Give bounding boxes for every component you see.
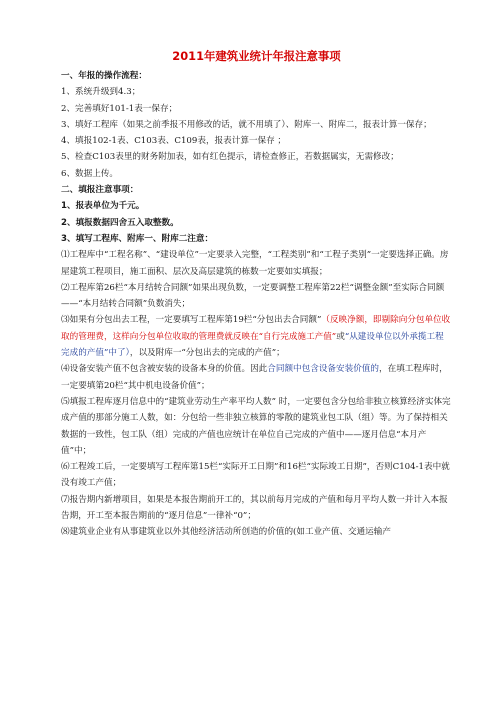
workflow-step-2: 2、完善填好101-1表一保存； — [61, 103, 178, 114]
workflow-step-5: 5、检查C103表里的财务附加表，如有红色提示，请检查修正，若数据属实，无需修改； — [61, 152, 399, 163]
workflow-step-6: 6、数据上传。 — [61, 168, 119, 179]
workflow-step-3: 3、填好工程库（如果之前季报不用修改的话，就不用填了）、附库一、附库二，报表计算一保存； — [61, 119, 432, 130]
page-title: 2011年建筑业统计年报注意事项 — [172, 49, 341, 63]
note-paragraph-5: ⑸填报工程库逐月信息中的“建筑业劳动生产率平均人数” 时，一定要包含分包给非独立核算经济实体完成产值的那部分施工人数，如：分包给一些非独立核算的零散的建筑业包工队（组）等。为了保持相关数据的一致性，包工队（组）完成的产值也应统计在单位自己完成的产值中——逐月信息“本月产值”中； — [61, 396, 451, 456]
note-unit: 1、报表单位为千元。 — [61, 201, 145, 212]
note-paragraph-3-text-c: ，以及附库一“分包出去的完成的产值”； — [129, 348, 285, 359]
note-paragraph-3-blue-text: “从建设单位以外承揽工程完成的产值”中了） — [61, 331, 444, 359]
workflow-step-4: 4、填报102-1表、C103表、C109表，报表计算一保存 ； — [61, 136, 287, 147]
note-paragraph-7: ⑺报告期内新增项目，如果是本报告期前开工的，其以前每月完成的产值和每月平均人数一并计入本报告期，开工至本报告期前的“逐月信息”一律补“0”； — [61, 494, 448, 522]
note-paragraph-3-red-text: （反映净额，即剔除向分包单位收取的管理费，这样向分包单位收取的管理费就反映在“自行完成施工产值” — [61, 315, 451, 342]
note-paragraph-4-text-a: ⑷设备安装产值不包含被安装的设备本身的价值。因此 — [61, 364, 268, 375]
section-heading-notes: 二、填报注意事项： — [61, 185, 139, 196]
note-paragraph-3 — [61, 312, 452, 361]
note-paragraph-4-text-b: ，在填工程库时，一定要填第20栏“其中机电设备价值”； — [61, 364, 448, 391]
workflow-step-1: 1、系统升级到4.3； — [61, 87, 141, 98]
note-paragraph-3-text-b: 或 — [336, 331, 345, 342]
note-paragraph-1: ⑴工程库中“工程名称”、“建设单位”一定要录入完整，“工程类别”和“工程子类别”一定要选择正确。房屋建筑工程项目，施工面积、层次及高层建筑的栋数一定要如实填报； — [61, 250, 449, 277]
note-library-heading: 3、填写工程库、附库一、附库二注意： — [61, 233, 214, 244]
note-paragraph-3-text-a: ⑶如果有分包出去工程，一定要填写工程库第19栏“分包出去合同额” — [61, 315, 322, 326]
note-paragraph-4 — [61, 361, 452, 394]
note-paragraph-2: ⑵工程库第26栏“本月结转合同额”如果出现负数，一定要调整工程库第22栏“调整金额”至实际合同额——“本月结转合同额”负数消失； — [61, 282, 445, 310]
note-paragraph-6: ⑹工程竣工后，一定要填写工程库第15栏“实际开工日期”和16栏“实际竣工日期”，否则C104-1表中就没有竣工产值； — [61, 462, 450, 489]
note-paragraph-8: ⑻建筑业企业有从事建筑业以外其他经济活动所创造的价值的(如工业产值、交通运输产 — [61, 527, 391, 538]
note-rounding: 2、填报数据四舍五入取整数。 — [61, 217, 179, 228]
section-heading-workflow: 一、年报的操作流程： — [61, 71, 147, 81]
note-paragraph-4-blue-text: 合同额中包含设备安装价值的 — [267, 364, 379, 375]
